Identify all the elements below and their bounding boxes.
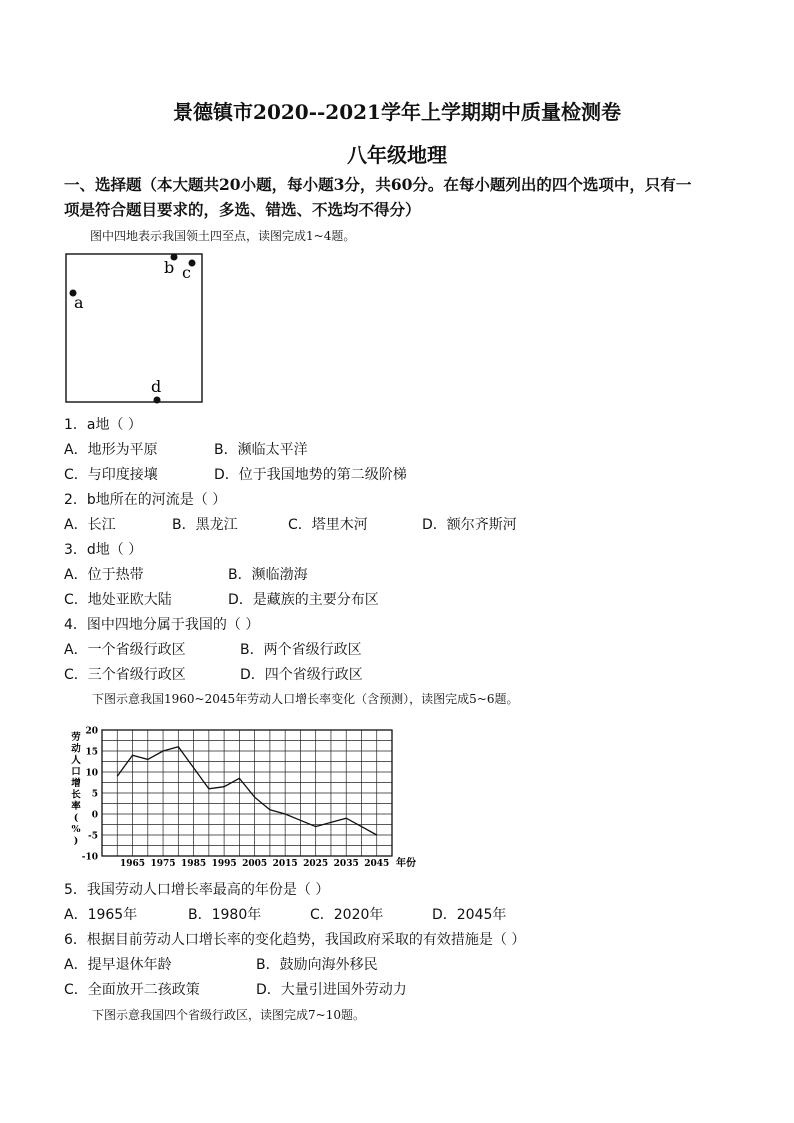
- label-d: d: [151, 377, 162, 396]
- x-tick-label: 1975: [150, 859, 176, 869]
- q4-option-b: B．两个省级行政区: [240, 642, 362, 658]
- q2-option-a: A．长江: [64, 517, 116, 533]
- q5-option-b: B．1980年: [188, 907, 262, 923]
- y-tick-label: -5: [88, 831, 98, 842]
- x-tick-label: 2045: [364, 859, 390, 869]
- q5-option-d: D．2045年: [432, 907, 507, 923]
- y-axis-label-char: ): [73, 835, 79, 847]
- q3-option-c: C．地处亚欧大陆: [64, 592, 172, 608]
- q3-option-a: A．位于热带: [64, 567, 144, 583]
- series-line-labor-growth: [117, 747, 376, 835]
- y-tick-label: -10: [81, 852, 98, 863]
- q2-option-b: B．黑龙江: [172, 517, 238, 533]
- y-tick-label: 20: [85, 726, 98, 737]
- group3-intro: 下图示意我国四个省级行政区，读图完成7~10题。: [92, 1008, 365, 1022]
- q6-stem: 6．根据目前劳动人口增长率的变化趋势，我国政府采取的有效措施是（ ）: [64, 932, 526, 948]
- q5-stem: 5．我国劳动人口增长率最高的年份是（ ）: [64, 882, 330, 898]
- q6-option-b: B．鼓励向海外移民: [256, 957, 378, 973]
- q4-option-d: D．四个省级行政区: [240, 667, 363, 683]
- y-axis-label-char: 人: [71, 755, 81, 766]
- x-tick-label: 1965: [119, 859, 146, 869]
- q1-option-d: D．位于我国地势的第二级阶梯: [214, 467, 407, 483]
- q2-stem: 2．b地所在的河流是（ ）: [64, 492, 227, 508]
- q3-option-b: B．濒临渤海: [228, 567, 308, 583]
- exam-title: 景德镇市2020--2021学年上学期期中质量检测卷: [173, 100, 621, 124]
- q4-option-c: C．三个省级行政区: [64, 667, 186, 683]
- exam-subtitle: 八年级地理: [347, 143, 447, 167]
- x-tick-label: 1985: [181, 859, 207, 869]
- q2-option-d: D．额尔齐斯河: [422, 517, 517, 533]
- q4-option-a: A．一个省级行政区: [64, 642, 186, 658]
- label-a: a: [74, 293, 84, 312]
- section-heading-line1: 一、选择题（本大题共20小题，每小题3分，共60分。在每小题列出的四个选项中，只有一: [64, 175, 692, 194]
- section-heading-line2: 项是符合题目要求的，多选、错选、不选均不得分）: [64, 200, 421, 219]
- y-axis-label-char: %: [71, 824, 81, 835]
- y-axis-label-char: 劳: [71, 732, 81, 743]
- q4-stem: 4．图中四地分属于我国的（ ）: [64, 617, 260, 633]
- group2-intro: 下图示意我国1960~2045年劳动人口增长率变化（含预测），读图完成5~6题。: [92, 692, 519, 706]
- q1-option-c: C．与印度接壤: [64, 467, 158, 483]
- label-c: c: [182, 263, 191, 282]
- y-tick-label: 0: [91, 810, 98, 821]
- q6-option-d: D．大量引进国外劳动力: [256, 982, 407, 998]
- x-tick-label: 2025: [303, 859, 329, 869]
- q3-option-d: D．是藏族的主要分布区: [228, 592, 379, 608]
- territory-extreme-points-map: [60, 248, 210, 408]
- q1-option-b: B．濒临太平洋: [214, 442, 308, 458]
- y-axis-label-char: 口: [71, 766, 81, 778]
- q1-stem: 1．a地（ ）: [64, 417, 142, 433]
- y-axis-label-char: (: [73, 812, 79, 824]
- q6-option-c: C．全面放开二孩政策: [64, 982, 200, 998]
- y-tick-label: 15: [85, 747, 98, 758]
- q3-stem: 3．d地（ ）: [64, 542, 143, 558]
- x-tick-label: 2005: [242, 859, 268, 869]
- q5-option-c: C．2020年: [310, 907, 384, 923]
- point-d: [154, 397, 161, 404]
- x-tick-label: 1995: [211, 859, 237, 869]
- q6-option-a: A．提早退休年龄: [64, 957, 172, 973]
- y-axis-label-char: 长: [71, 789, 81, 801]
- y-axis-label-char: 率: [71, 801, 81, 812]
- x-tick-label: 2015: [272, 859, 298, 869]
- x-tick-label: 2035: [333, 859, 359, 869]
- q1-option-a: A．地形为平原: [64, 442, 158, 458]
- label-b: b: [164, 258, 175, 277]
- group1-intro: 图中四地表示我国领土四至点，读图完成1~4题。: [90, 229, 356, 243]
- labor-growth-chart: [60, 718, 430, 870]
- q5-option-a: A．1965年: [64, 907, 138, 923]
- y-tick-label: 10: [85, 768, 98, 779]
- y-axis-label-char: 增: [71, 778, 81, 789]
- y-axis-label-char: 动: [71, 743, 81, 755]
- q2-option-c: C．塔里木河: [288, 517, 368, 533]
- x-axis-label: 年份: [396, 858, 416, 869]
- y-tick-label: 5: [91, 789, 98, 800]
